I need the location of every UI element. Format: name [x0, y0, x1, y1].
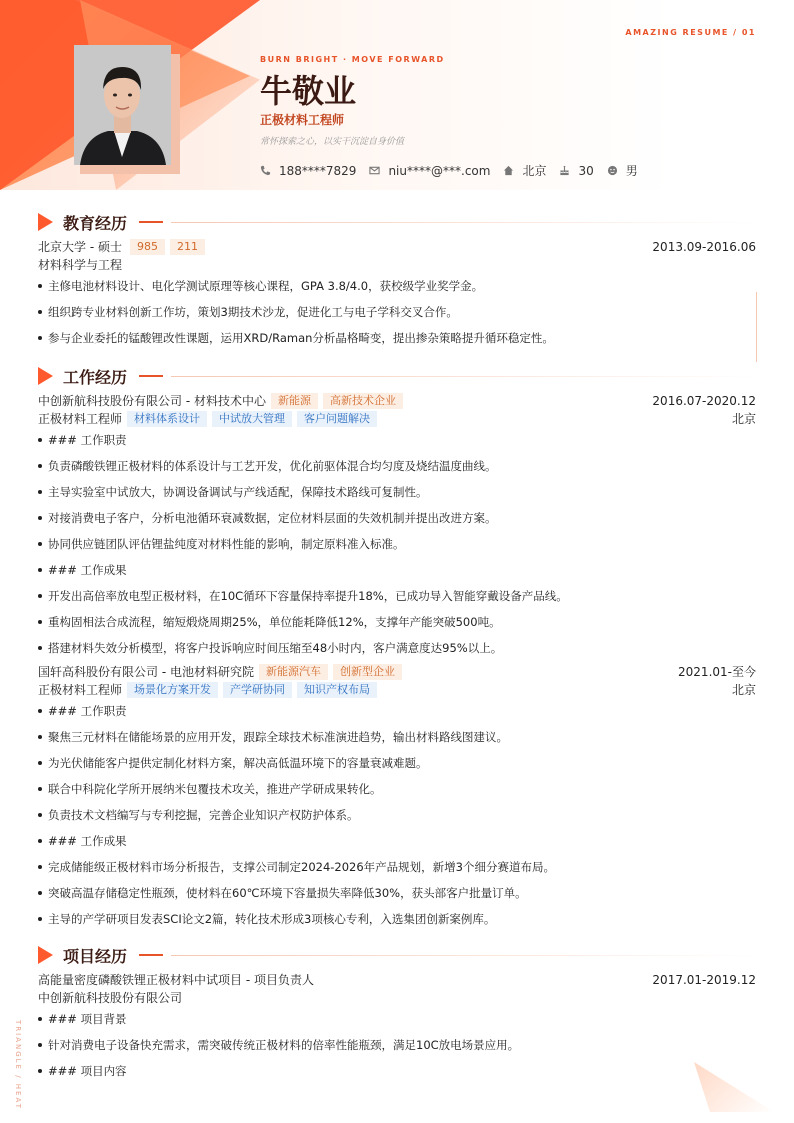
list-item: ### 工作职责 [38, 704, 756, 718]
contact-gender [607, 162, 638, 179]
education-date: 2013.09-2016.06 [652, 240, 756, 254]
section-header [38, 212, 756, 232]
company-name: 中创新航科技股份有限公司 - 材料技术中心 [38, 394, 266, 408]
section-divider [171, 222, 756, 223]
contact-city [503, 162, 546, 179]
job-company-row [38, 392, 756, 410]
job-date: 2021.01-至今 [678, 665, 756, 679]
list-item: 负责磷酸铁锂正极材料的体系设计与工艺开发，优化前驱体混合均匀度及烧结温度曲线。 [38, 459, 756, 473]
company-tag: 高新技术企业 [323, 393, 403, 409]
city: 北京 [522, 164, 547, 178]
school-name: 北京大学 - 硕士 [38, 240, 122, 254]
project-date: 2017.01-2019.12 [652, 973, 756, 987]
company-name: 国轩高科股份有限公司 - 电池材料研究院 [38, 665, 254, 679]
project-org-row [38, 989, 756, 1007]
role-tag: 中试放大管理 [212, 411, 292, 427]
section-header [38, 945, 756, 965]
role-tag: 产学研协同 [223, 682, 292, 698]
age: 30 [578, 163, 594, 178]
list-item: 突破高温存储稳定性瓶颈，使材料在60℃环境下容量损失率降低30%，获头部客户批量订单。 [38, 886, 756, 900]
section-accent-bar [139, 221, 163, 223]
section-title: 教育经历 [63, 213, 128, 233]
phone-number: 188****7829 [279, 163, 357, 178]
list-item: 联合中科院化学所开展纳米包覆技术攻关，推进产学研成果转化。 [38, 782, 756, 796]
list-item: 对接消费电子客户，分析电池循环衰减数据，定位材料层面的失效机制并提出改进方案。 [38, 511, 756, 525]
job-location: 北京 [731, 683, 756, 697]
section-header [38, 366, 756, 386]
list-item: 主修电池材料设计、电化学测试原理等核心课程，GPA 3.8/4.0，获校级学业奖学金。 [38, 279, 756, 293]
list-item: 主导实验室中试放大，协调设备调试与产线适配，保障技术路线可复制性。 [38, 485, 756, 499]
projects-section [38, 945, 756, 1078]
major: 材料科学与工程 [38, 258, 123, 272]
contact-row [260, 162, 651, 179]
role-tag: 知识产权布局 [297, 682, 377, 698]
job-role-row [38, 681, 756, 699]
decor-vertical-line [756, 292, 757, 362]
list-item: 搭建材料失效分析模型，将客户投诉响应时间压缩至48小时内，客户满意度达95%以上。 [38, 641, 756, 655]
contact-phone [260, 164, 356, 178]
slogan: BURN BRIGHT · MOVE FORWARD [260, 55, 445, 64]
contact-email [369, 164, 490, 178]
list-item: ### 工作职责 [38, 433, 756, 447]
email-address: niu****@***.com [388, 163, 491, 178]
list-item: ### 项目背景 [38, 1012, 756, 1026]
list-item: 参与企业委托的锰酸锂改性课题，运用XRD/Raman分析晶格畸变，提出掺杂策略提升循环稳定性。 [38, 331, 756, 345]
cake-icon [559, 165, 570, 176]
list-item: 针对消费电子设备快充需求，需突破传统正极材料的倍率性能瓶颈，满足10C放电场景应用。 [38, 1038, 756, 1052]
triangle-icon [38, 213, 53, 231]
company-tag: 新能源汽车 [259, 664, 328, 680]
triangle-icon [38, 946, 53, 964]
role-tag: 客户问题解决 [297, 411, 377, 427]
side-vertical-text: TRIANGLE / HEAT [14, 1020, 22, 1110]
project-row [38, 971, 756, 989]
list-item: ### 项目内容 [38, 1064, 756, 1078]
gender: 男 [625, 164, 638, 178]
job-title: 正极材料工程师 [260, 113, 345, 127]
section-title: 项目经历 [63, 946, 128, 966]
phone-icon [260, 165, 271, 176]
list-item: 负责技术文档编写与专利挖掘，完善企业知识产权防护体系。 [38, 808, 756, 822]
education-row [38, 238, 756, 256]
triangle-icon [38, 367, 53, 385]
section-title: 工作经历 [63, 367, 128, 387]
list-item: 协同供应链团队评估锂盐纯度对材料性能的影响，制定原料准入标准。 [38, 537, 756, 551]
list-item: 为光伏储能客户提供定制化材料方案，解决高低温环境下的容量衰减难题。 [38, 756, 756, 770]
major-row [38, 256, 756, 274]
candidate-name: 牛敬业 [260, 72, 357, 110]
education-bullets [38, 279, 756, 345]
job-role: 正极材料工程师 [38, 412, 123, 426]
list-item: ### 工作成果 [38, 563, 756, 577]
job-bullets [38, 704, 756, 926]
section-divider [171, 955, 756, 956]
school-tag: 985 [130, 239, 165, 255]
mail-icon [369, 165, 380, 176]
job-company-row [38, 663, 756, 681]
list-item: 开发出高倍率放电型正极材料，在10C循环下容量保持率提升18%，已成功导入智能穿戴设备产品线。 [38, 589, 756, 603]
gender-icon [607, 165, 618, 176]
list-item: ### 工作成果 [38, 834, 756, 848]
home-icon [503, 165, 514, 176]
list-item: 完成储能级正极材料市场分析报告，支撑公司制定2024-2026年产品规划，新增3个细分赛道布局。 [38, 860, 756, 874]
project-name: 高能量密度磷酸铁锂正极材料中试项目 - 项目负责人 [38, 973, 314, 987]
education-section [38, 212, 756, 345]
list-item: 组织跨专业材料创新工作坊，策划3期技术沙龙，促进化工与电子学科交叉合作。 [38, 305, 756, 319]
company-tag: 创新型企业 [333, 664, 402, 680]
school-tag: 211 [170, 239, 205, 255]
section-accent-bar [139, 954, 163, 956]
job-role: 正极材料工程师 [38, 683, 123, 697]
list-item: 主导的产学研项目发表SCI论文2篇，转化技术形成3项核心专利，入选集团创新案例库。 [38, 912, 756, 926]
resume-top-tag: AMAZING RESUME / 01 [625, 28, 756, 37]
job-location: 北京 [731, 412, 756, 426]
section-divider [171, 376, 756, 377]
list-item: 聚焦三元材料在储能场景的应用开发，跟踪全球技术标准演进趋势，输出材料路线图建议。 [38, 730, 756, 744]
job-role-row [38, 410, 756, 428]
role-tag: 场景化方案开发 [127, 682, 218, 698]
project-org: 中创新航科技股份有限公司 [38, 991, 183, 1005]
project-bullets [38, 1012, 756, 1078]
contact-age [559, 164, 593, 178]
company-tag: 新能源 [271, 393, 318, 409]
role-tag: 材料体系设计 [127, 411, 207, 427]
list-item: 重构固相法合成流程，缩短煅烧周期25%，单位能耗降低12%，支撑年产能突破500吨。 [38, 615, 756, 629]
job-date: 2016.07-2020.12 [652, 394, 756, 408]
section-accent-bar [139, 375, 163, 377]
avatar [74, 45, 171, 165]
job-bullets [38, 433, 756, 655]
work-section [38, 366, 756, 926]
motto: 常怀探索之心，以实干沉淀自身价值 [260, 137, 405, 147]
